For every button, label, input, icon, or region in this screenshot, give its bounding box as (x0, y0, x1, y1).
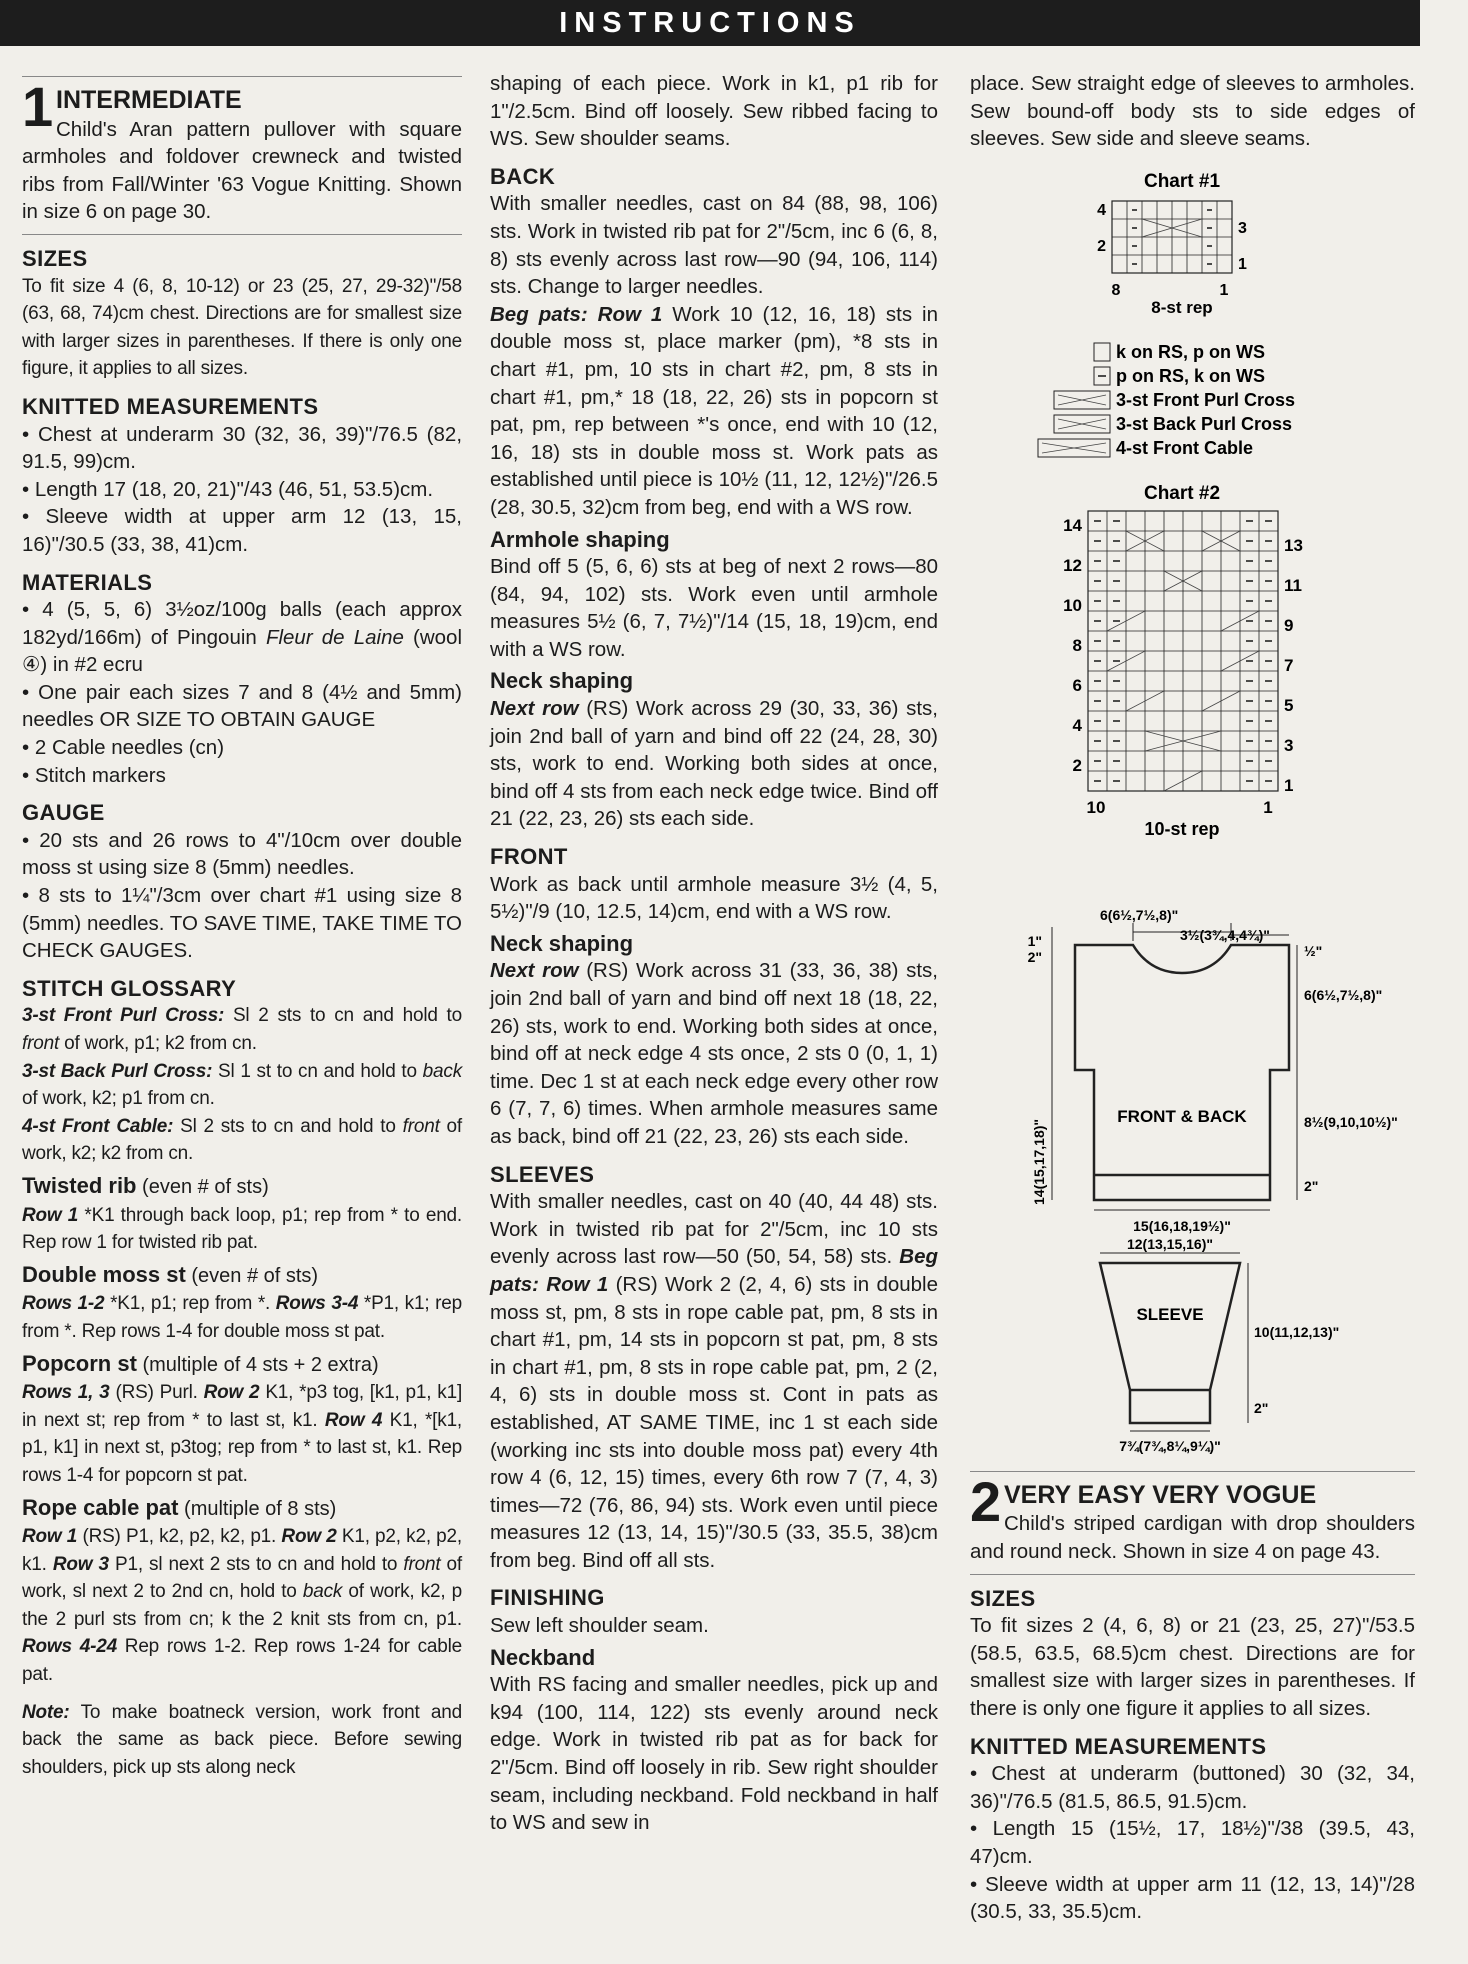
chart2-row-label: 12 (1063, 555, 1082, 575)
chart2-grid (1088, 511, 1278, 791)
chart1-repeat-label: 8-st rep (1151, 297, 1213, 317)
glossary-heading: STITCH GLOSSARY (22, 975, 237, 1001)
sleeve-label: SLEEVE (1136, 1304, 1204, 1324)
divider (22, 76, 462, 77)
measurements-heading: KNITTED MEASUREMENTS (22, 393, 319, 419)
sleeves-text: With smaller needles, cast on 40 (40, 44 48) sts. Work in twisted rib pat for 2"/5cm, inc 10 sts evenly across last row—50 (50, 54, 58) sts. Beg pats: Row 1 (RS) Work 2 (2, 4, 6) sts in double moss st, pm, 8 sts in rope cable pat, pm, 8 sts in chart #1, pm, 14 sts in popcorn st pat, pm, 8 sts in chart #1, pm, 8 sts in rope cable pat, pm, 2 (2, 4, 6) sts in double moss st. Cont in pats as established, AT SAME TIME, inc 1 st each side (working inc sts into double moss pat) every 4th row 4 (6, 12, 15) times, every 6th row 7 (7, 4, 3) times—72 (76, 86, 94) sts. Work even until piece measures 12 (13, 14, 15)"/30.5 (33, 35.5, 38)cm from beg. Bind off all sts. (490, 1190, 938, 1572)
chart2-row-label: 8 (1072, 635, 1082, 655)
dimension-label: 6(6½,7½,8)" (1304, 986, 1383, 1003)
front-heading: FRONT (490, 844, 568, 870)
chart2-row-label: 10 (1063, 595, 1082, 615)
chart2-row-label: 1 (1284, 775, 1294, 795)
back-text: With smaller needles, cast on 84 (88, 98, 106) sts. Work in twisted rib pat for 2"/5cm, inc 6 (6, 8, 8) sts evenly across last row—90 (94, 106, 114) sts. Change to larger needles. (490, 192, 938, 299)
dimension-label: 8½(9,10,10½)" (1304, 1113, 1398, 1130)
materials-item: • One pair each sizes 7 and 8 (4½ and 5mm) needles OR SIZE TO OBTAIN GAUGE (22, 679, 462, 734)
column-2 (490, 70, 938, 1837)
divider (22, 234, 462, 235)
glossary-entry: 3-st Front Purl Cross: Sl 2 sts to cn and hold to front of work, p1; k2 from cn. (22, 1005, 462, 1054)
glossary-entry: 4-st Front Cable: Sl 2 sts to cn and hold to front of work, k2; k2 from cn. (22, 1115, 463, 1165)
materials-item: • Stitch markers (22, 762, 462, 790)
measurements-heading: KNITTED MEASUREMENTS (970, 1733, 1267, 1759)
column-1 (22, 70, 462, 1781)
measurement-item: • Sleeve width at upper arm 11 (12, 13, 14)"/28 (30.5, 33, 35.5)cm. (970, 1871, 1415, 1926)
chart2-col-label: 10 (1086, 797, 1106, 817)
dimension-label: 10(11,12,13)" (1254, 1323, 1340, 1340)
legend-label: p on RS, k on WS (1116, 365, 1265, 386)
legend-label: 3-st Front Purl Cross (1116, 389, 1296, 410)
sleeves-heading: SLEEVES (490, 1161, 595, 1187)
twisted-rib-heading: Twisted rib (even # of sts) (22, 1172, 269, 1198)
front-neck-heading: Neck shaping (490, 930, 634, 956)
dimension-label: 7¾(7¾,8¼,9¼)" (1119, 1437, 1221, 1454)
dimension-label: 2" (1027, 948, 1042, 965)
chart1-row-label: 4 (1097, 201, 1106, 219)
charts-and-schematics (970, 165, 1415, 1465)
legend-swatch-knit (1094, 343, 1110, 361)
project-level: VERY EASY VERY VOGUE (1004, 1480, 1317, 1509)
front-back-schematic (1052, 923, 1297, 1210)
chart2-row-label: 3 (1284, 735, 1294, 755)
dimension-label: 15(16,18,19½)" (1133, 1217, 1231, 1234)
sizes-heading: SIZES (22, 245, 88, 271)
glossary-entry: 3-st Back Purl Cross: Sl 1 st to cn and hold to back of work, k2; p1 from cn. (22, 1060, 462, 1110)
divider (970, 1574, 1415, 1575)
project-number: 2 (970, 1469, 1002, 1533)
measurement-item: • Length 17 (18, 20, 21)"/43 (46, 51, 53.5)cm. (22, 476, 462, 504)
chart1-grid (1112, 201, 1232, 273)
popcorn-heading: Popcorn st (multiple of 4 sts + 2 extra) (22, 1350, 379, 1376)
dimension-label: 6(6½,7½,8)" (1100, 906, 1179, 923)
neckband-text: With RS facing and smaller needles, pick up and k94 (100, 114, 122) sts evenly around neck edge. Work in twisted rib pat as for back for 2"/5cm. Bind off loosely in rib. Sew right shoulder seam, including neckband. Fold neckband in half to WS and sew in (490, 1673, 938, 1835)
legend-label: 4-st Front Cable (1116, 437, 1254, 458)
measurement-item: • Sleeve width at upper arm 12 (13, 15, 16)"/30.5 (33, 38, 41)cm. (22, 503, 462, 558)
armhole-text: Bind off 5 (5, 6, 6) sts at beg of next 2 rows—80 (84, 94, 102) sts. Work even until armhole measures 5½ (6, 7, 7½)"/14 (15, 18, 19)cm, end with a WS row. (490, 555, 938, 661)
chart1-row-label: 2 (1097, 237, 1106, 255)
armhole-heading: Armhole shaping (490, 526, 670, 552)
chart2-repeat-label: 10-st rep (1144, 818, 1220, 839)
finishing-heading: FINISHING (490, 1585, 605, 1611)
dimension-label: 14(15,17,18)" (1031, 1118, 1047, 1205)
back-heading: BACK (490, 163, 556, 189)
chart2-row-label: 6 (1072, 675, 1082, 695)
gauge-item: • 8 sts to 1¼"/3cm over chart #1 using size 8 (5mm) needles. TO SAVE TIME, TAKE TIME TO CHECK GAUGES. (22, 882, 462, 965)
sleeve-schematic (1100, 1253, 1248, 1431)
chart2-row-label: 4 (1072, 715, 1082, 735)
legend-label: k on RS, p on WS (1116, 341, 1265, 362)
front-back-label: FRONT & BACK (1117, 1106, 1247, 1126)
front-neck-text: Next row (RS) Work across 31 (33, 36, 38) sts, join 2nd ball of yarn and bind off next 18 (18, 22, 26) sts, work to end. Working both sides at once, bind off at neck edge 4 sts once, 2 sts 0 (0, 1, 1) time. Dec 1 st at each neck edge every other row 6 (7, 7, 6) times. When armhole measures same as back, bind off 21 (22, 23, 26) sts each side. (490, 959, 938, 1148)
front-text: Work as back until armhole measure 3½ (4, 5, 5½)"/9 (10, 12.5, 14)cm, end with a WS row. (490, 872, 938, 924)
neckband-heading: Neckband (490, 1644, 596, 1670)
chart2-row-label: 9 (1284, 615, 1294, 635)
back-neck-text: Next row (RS) Work across 29 (30, 33, 36) sts, join 2nd ball of yarn and bind off 22 (24, 28, 30) sts, work to end. Working both sides at once, bind off 4 sts from each neck edge twice. Bind off 21 (22, 23, 26) sts each side. (490, 697, 938, 831)
popcorn-text: Rows 1, 3 (RS) Purl. Row 2 K1, *p3 tog, [k1, p1, k1] in next st; rep from * to last st, k1. Row 4 K1, *[k1, p1, k1] in next st, p3tog; rep from * to last st, k1. Rep rows 1-4 for popcorn st pat. (22, 1382, 463, 1486)
finishing-continued: place. Sew straight edge of sleeves to armholes. Sew bound-off body sts to side edges of sleeves. Sew side and sleeve seams. (970, 72, 1415, 151)
materials-heading: MATERIALS (22, 569, 153, 595)
project-2-header (970, 1469, 1415, 1533)
sizes-heading: SIZES (970, 1585, 1036, 1611)
column-3 (970, 70, 1415, 1926)
dimension-label: 3½(3¾,4,4¾)" (1180, 926, 1270, 943)
chart2-row-label: 7 (1284, 655, 1294, 675)
dimension-label: 1" (1027, 932, 1042, 949)
sizes-text: To fit sizes 2 (4, 6, 8) or 21 (23, 25, 27)"/53.5 (58.5, 63.5, 68.5)cm chest. Directions are for smallest size with larger sizes in parentheses. If there is only one figure it applies to all sizes. (970, 1614, 1415, 1720)
chart2-row-label: 13 (1284, 535, 1303, 555)
chart1-row-label: 3 (1238, 219, 1247, 237)
measurement-item: • Chest at underarm 30 (32, 36, 39)"/76.5 (82, 91.5, 99)cm. (22, 421, 462, 476)
measurement-item: • Chest at underarm (buttoned) 30 (32, 34, 36)"/76.5 (81.5, 86.5, 91.5)cm. (970, 1760, 1415, 1815)
project-level: INTERMEDIATE (56, 86, 242, 114)
chart2-row-label: 2 (1072, 755, 1082, 775)
materials-item: • 4 (5, 5, 6) 3½oz/100g balls (each approx 182yd/166m) of Pingouin Fleur de Laine (wool ④) in #2 ecru (22, 596, 462, 679)
dimension-label: 2" (1254, 1399, 1269, 1416)
dimension-label: ½" (1304, 942, 1323, 959)
gauge-heading: GAUGE (22, 800, 105, 826)
double-moss-text: Rows 1-2 *K1, p1; rep from *. Rows 3-4 *P1, k1; rep from *. Rep rows 1-4 for double moss st pat. (22, 1293, 462, 1342)
chart2-title: Chart #2 (1143, 482, 1221, 504)
chart2-row-label: 14 (1063, 515, 1082, 535)
materials-item: • 2 Cable needles (cn) (22, 734, 462, 762)
boatneck-note: Note: To make boatneck version, work front and back the same as back piece. Before sewing shoulders, pick up sts along neck (22, 1701, 462, 1778)
chart1-title: Chart #1 (1143, 170, 1221, 192)
back-pattern-text: Beg pats: Row 1 Work 10 (12, 16, 18) sts in double moss st, place marker (pm), *8 sts in chart #1, pm, 10 sts in chart #2, pm, 8 sts in chart #1, pm,* 18 (18, 22, 26) sts in popcorn st pat, pm, rep between *'s once, end with 10 (12, 16, 18) sts in double moss st. Work pats as established until piece is 10½ (11, 12, 12½)"/26.5 (28, 30.5, 32)cm from beg, end with a WS row. (490, 302, 939, 519)
instructions-banner (0, 0, 1420, 46)
chart2-row-label: 11 (1284, 575, 1302, 595)
project-1-header (22, 75, 462, 138)
dimension-label: 12(13,15,16)" (1126, 1235, 1214, 1252)
banner-title: INSTRUCTIONS (559, 6, 861, 39)
dimension-label: 2" (1304, 1177, 1319, 1194)
rope-cable-heading: Rope cable pat (multiple of 8 sts) (22, 1494, 337, 1520)
legend-label: 3-st Back Purl Cross (1116, 413, 1293, 434)
sizes-text: To fit size 4 (6, 8, 10-12) or 23 (25, 27, 29-32)"/58 (63, 68, 74)cm chest. Directions are for smallest size with larger sizes in parentheses. If there is only one figure, it applies to all sizes. (22, 275, 462, 380)
double-moss-heading: Double moss st (even # of sts) (22, 1261, 319, 1287)
project-intro: Child's Aran pattern pullover with square armholes and foldover crewneck and twisted ribs from Fall/Winter '63 Vogue Knitting. Shown in size 6 on page 30. (22, 117, 462, 224)
measurement-item: • Length 15 (15½, 17, 18½)"/38 (39.5, 43, 47)cm. (970, 1815, 1415, 1870)
chart-legend (1038, 343, 1110, 457)
finishing-text: Sew left shoulder seam. (490, 1614, 709, 1638)
chart2-col-label: 1 (1263, 797, 1273, 817)
back-neck-heading: Neck shaping (490, 668, 634, 694)
gauge-item: • 20 sts and 26 rows to 4"/10cm over double moss st using size 8 (5mm) needles. (22, 827, 462, 882)
rope-cable-text: Row 1 (RS) P1, k2, p2, k2, p1. Row 2 K1, p2, k2, p2, k1. Row 3 P1, sl next 2 sts to cn and hold to front of work, sl next 2 to 2nd cn, hold to back of work, k2, p the 2 purl sts from cn; k the 2 knit sts from cn, p1. Rows 4-24 Rep rows 1-2. Rep rows 1-24 for cable pat. (22, 1526, 463, 1686)
continued-text: shaping of each piece. Work in k1, p1 rib for 1"/2.5cm. Bind off loosely. Sew ribbed facing to WS. Sew shoulder seams. (490, 72, 938, 151)
chart1-col-label: 1 (1219, 281, 1229, 299)
chart2-row-label: 5 (1284, 695, 1294, 715)
chart1-row-label: 1 (1238, 255, 1247, 273)
project-intro: Child's striped cardigan with drop shoulders and round neck. Shown in size 4 on page 43. (970, 1512, 1415, 1563)
twisted-rib-text: Row 1 *K1 through back loop, p1; rep from * to end. Rep row 1 for twisted rib pat. (22, 1204, 463, 1254)
project-number: 1 (22, 75, 54, 138)
chart1-col-label: 8 (1111, 281, 1121, 299)
divider (970, 1471, 1415, 1472)
